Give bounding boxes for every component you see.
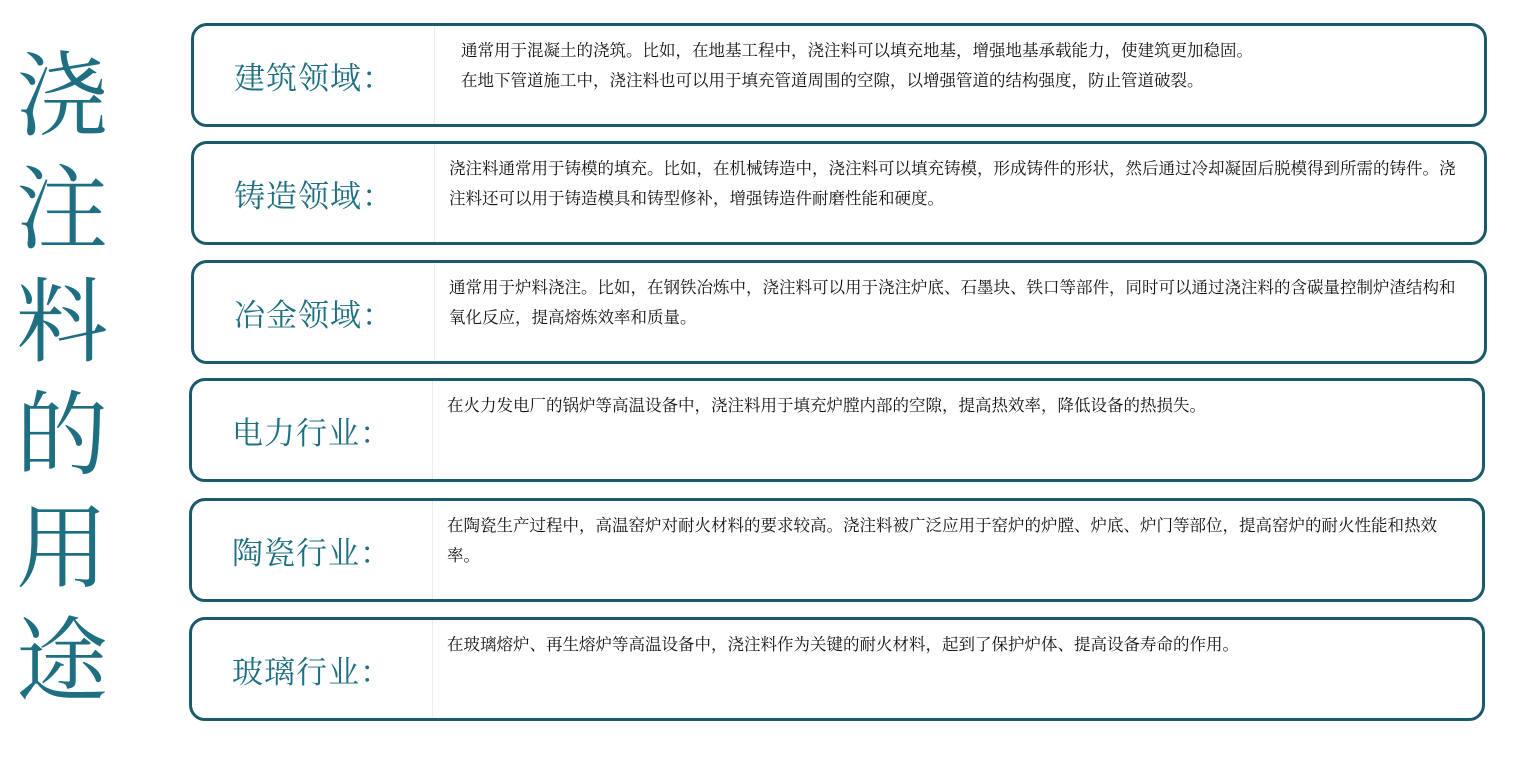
card-power <box>189 378 1485 482</box>
card-metallurgy <box>191 260 1487 364</box>
card-construction <box>191 23 1487 127</box>
card-description: 在火力发电厂的锅炉等高温设备中，浇注料用于填充炉膛内部的空隙，提高热效率，降低设备的热损失。 <box>447 396 1206 415</box>
title-char: 用 <box>15 495 108 602</box>
title-char: 的 <box>15 382 108 489</box>
card-description: 浇注料通常用于铸模的填充。比如，在机械铸造中，浇注料可以填充铸模，形成铸件的形状，然后通过冷却凝固后脱模得到所需的铸件。浇注料还可以用于铸造模具和铸型修补，增强铸造件耐磨性能和硬度。 <box>449 159 1456 208</box>
card-description: 通常用于炉料浇注。比如，在钢铁冶炼中，浇注料可以用于浇注炉底、石墨块、铁口等部件，同时可以通过浇注料的含碳量控制炉渣结构和氧化反应，提高熔炼效率和质量。 <box>449 278 1456 327</box>
card-casting <box>191 141 1487 245</box>
title-char: 注 <box>15 156 108 263</box>
title-char: 浇 <box>15 43 108 150</box>
card-label: 电力行业： <box>192 381 433 479</box>
vertical-title <box>8 40 116 720</box>
card-label: 冶金领域： <box>194 263 435 361</box>
card-description: 通常用于混凝土的浇筑。比如，在地基工程中，浇注料可以填充地基，增强地基承载能力，使建筑更加稳固。 在地下管道施工中，浇注料也可以用于填充管道周围的空隙，以增强管道的结构强度，防止管道破裂。 <box>461 41 1253 90</box>
title-char: 途 <box>15 608 108 715</box>
card-label: 陶瓷行业： <box>192 501 433 599</box>
card-description: 在陶瓷生产过程中，高温窑炉对耐火材料的要求较高。浇注料被广泛应用于窑炉的炉膛、炉底、炉门等部位，提高窑炉的耐火性能和热效率。 <box>447 516 1437 565</box>
card-description: 在玻璃熔炉、再生熔炉等高温设备中，浇注料作为关键的耐火材料，起到了保护炉体、提高设备寿命的作用。 <box>447 635 1239 654</box>
card-label: 玻璃行业： <box>192 620 433 718</box>
card-ceramics <box>189 498 1485 602</box>
title-char: 料 <box>15 269 108 376</box>
card-label: 铸造领域： <box>194 144 435 242</box>
card-label: 建筑领域： <box>194 26 435 124</box>
card-glass <box>189 617 1485 721</box>
